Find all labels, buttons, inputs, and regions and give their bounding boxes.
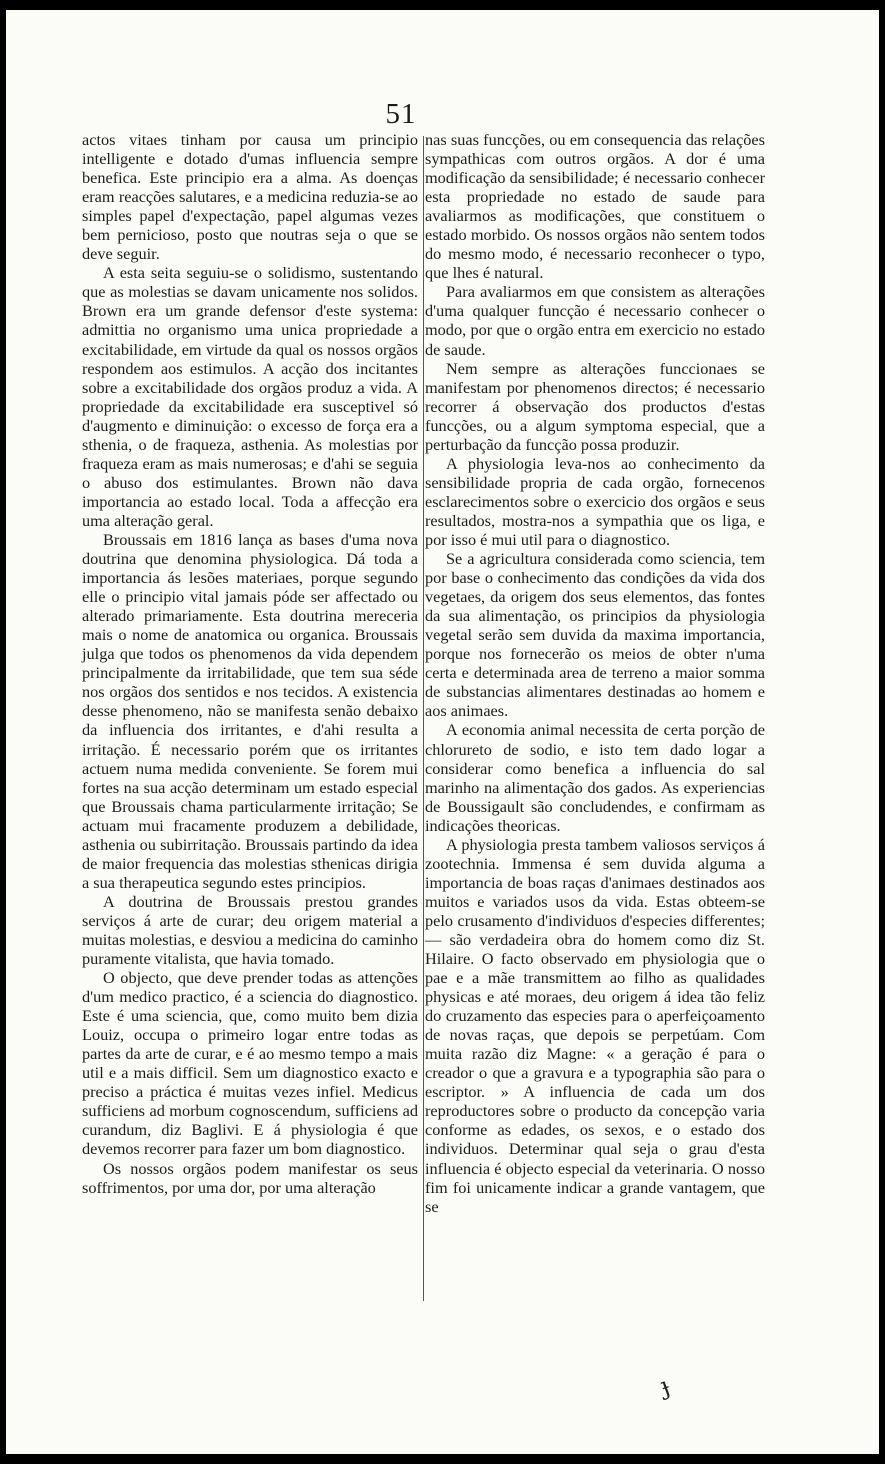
page-number: 51 xyxy=(385,98,417,130)
paragraph: A physiologia presta tambem valiosos serviços á zootechnia. Immensa é sem duvida alguma a importancia de boas raças d'animaes destinados aos muitos e variados usos da vida. Estas obteem-se pelo crusamento d'individuos d'especies differentes; — são verdadeira obra do homem como diz St. Hilaire. O facto observado em physiologia que o pae e a mãe transmittem ao filho as qualidades physicas e até moraes, deu origem á idea tão feliz do cruzamento das especies para o aperfeiçoamento de novas raças, que depois se perpetúam. Com muita razão diz Magne: « a geração é para o creador o que a gravura e a typographia são para o escriptor. » A influencia de cada um dos reproductores sobre o producto da concepção varia conforme as edades, os sexos, e o estado dos individuos. Determinar qual seja o grau d'esta influencia é objecto especial da veterinaria. O nosso fim foi unicamente indicar a grande vantagem, que se xyxy=(425,834,765,1216)
paragraph: actos vitaes tinham por causa um principio intelligente e dotado d'umas influencia sempre benefica. Este principio era a alma. As doenças eram reacções salutares, e a medicina reduzia-se ao simples papel d'expectação, papel algumas vezes bem pernicioso, posto que noutras seja o que se deve seguir. xyxy=(82,130,418,264)
paragraph: Os nossos orgãos podem manifestar os seus soffrimentos, por uma dor, por uma alteração xyxy=(82,1158,418,1197)
paragraph: A economia animal necessita de certa porção de chlorureto de sodio, e isto tem dado logar a considerar como benefica a influencia do sal marinho na alimentação dos gados. As experiencias de Boussigault são concludendes, e confirmam as indicações theoricas. xyxy=(425,720,765,835)
paragraph: Nem sempre as alterações funccionaes se manifestam por phenomenos directos; é necessario recorrer á observação dos productos d'estas funcções, ou a algum symptoma especial, que a perturbação da funcção possa produzir. xyxy=(425,358,765,454)
paragraph: Para avaliarmos em que consistem as alterações d'uma qualquer funcção é necessario conhecer o modo, por que o orgão entra em exercicio no estado de saude. xyxy=(425,282,765,359)
paragraph: O objecto, que deve prender todas as attenções d'um medico practico, é a sciencia do diagnostico. Este é uma sciencia, que, como muito bem dizia Louiz, occupa o primeiro logar entre todas as partes da arte de curar, e é ao mesmo tempo a mais util e a mais difficil. Sem um diagnostico exacto e preciso a práctica é muitas vezes infiel. Medicus sufficiens ad morbum cognoscendum, sufficiens ad curandum, diz Baglivi. E á physiologia é que devemos recorrer para fazer um bom diagnostico. xyxy=(82,968,418,1159)
paragraph: Se a agricultura considerada como sciencia, tem por base o conhecimento das condições da vida dos vegetaes, da origem dos seus elementos, das fontes da sua alimentação, os principios da physiologia vegetal serão sem duvida da maxima importancia, porque nos fornecerão os meios de obter n'uma certa e determinada area de terreno a maior somma de substancias alimentares destinadas ao homem e aos animaes. xyxy=(425,549,765,721)
paragraph: A doutrina de Broussais prestou grandes serviços á arte de curar; deu origem material a muitas molestias, e desviou a medicina do caminho puramente vitalista, que havia tomado. xyxy=(82,891,418,969)
paragraph: Broussais em 1816 lança as bases d'uma nova doutrina que denomina physiologica. Dá toda a importancia ás lesões materiaes, porque segundo elle o principio vital jamais póde ser affectado ou alterado primariamente. Esta doutrina mereceria mais o nome de anatomica ou organica. Broussais julga que todos os phenomenos da vida dependem principalmente da irritabilidade, que tem sua séde nos orgãos dos sentidos e nos tecidos. A existencia desse phenomeno, não se manifesta senão debaixo da influencia dos irritantes, e d'ahi resulta a irritação. É necessario porém que os irritantes actuem numa medida conveniente. Se forem mui fortes na sua acção determinam um estado especial que Broussais chama particularmente irritação; Se actuam mui fracamente produzem a debilidade, asthenia ou subirritação. Broussais partindo da idea de maior frequencia das molestias sthenicas dirigia a sua therapeutica segundo estes principios. xyxy=(82,529,418,892)
column-divider xyxy=(423,136,424,1301)
ink-mark: ɟ xyxy=(656,1371,674,1401)
document-page xyxy=(6,10,879,1454)
paragraph: nas suas funcções, ou em consequencia das relações sympathicas com outros orgãos. A dor é uma modificação da sensibilidade; é necessario conhecer esta propriedade no estado de saude para avaliarmos as modificações, que constituem o estado morbido. Os nossos orgãos não sentem todos do mesmo modo, é necessario reconhecer o typo, que lhes é natural. xyxy=(425,130,765,283)
left-column xyxy=(82,130,418,1197)
paragraph: A esta seita seguiu-se o solidismo, sustentando que as molestias se davam unicamente nos solidos. Brown era um grande defensor d'este systema: admittia no organismo uma unica propriedade a excitabilidade, em virtude da qual os nossos orgãos respondem aos estimulos. A acção dos incitantes sobre a excitabilidade dos orgãos produz a vida. A propriedade da excitabilidade era susceptivel só d'augmento e diminuição: o excesso de força era a sthenia, o de fraqueza, asthenia. As molestias por fraqueza eram as mais numerosas; e d'ahi se seguia o abuso dos estimulantes. Brown não dava importancia ao estado local. Toda a affecção era uma alteração geral. xyxy=(82,263,418,530)
right-column xyxy=(425,130,765,1216)
paragraph: A physiologia leva-nos ao conhecimento da sensibilidade propria de cada orgão, fornecenos esclarecimentos sobre o exercicio dos orgãos e seus resultados, mostra-nos a sympathia que os liga, e por isso é mui util para o diagnostico. xyxy=(425,453,765,549)
